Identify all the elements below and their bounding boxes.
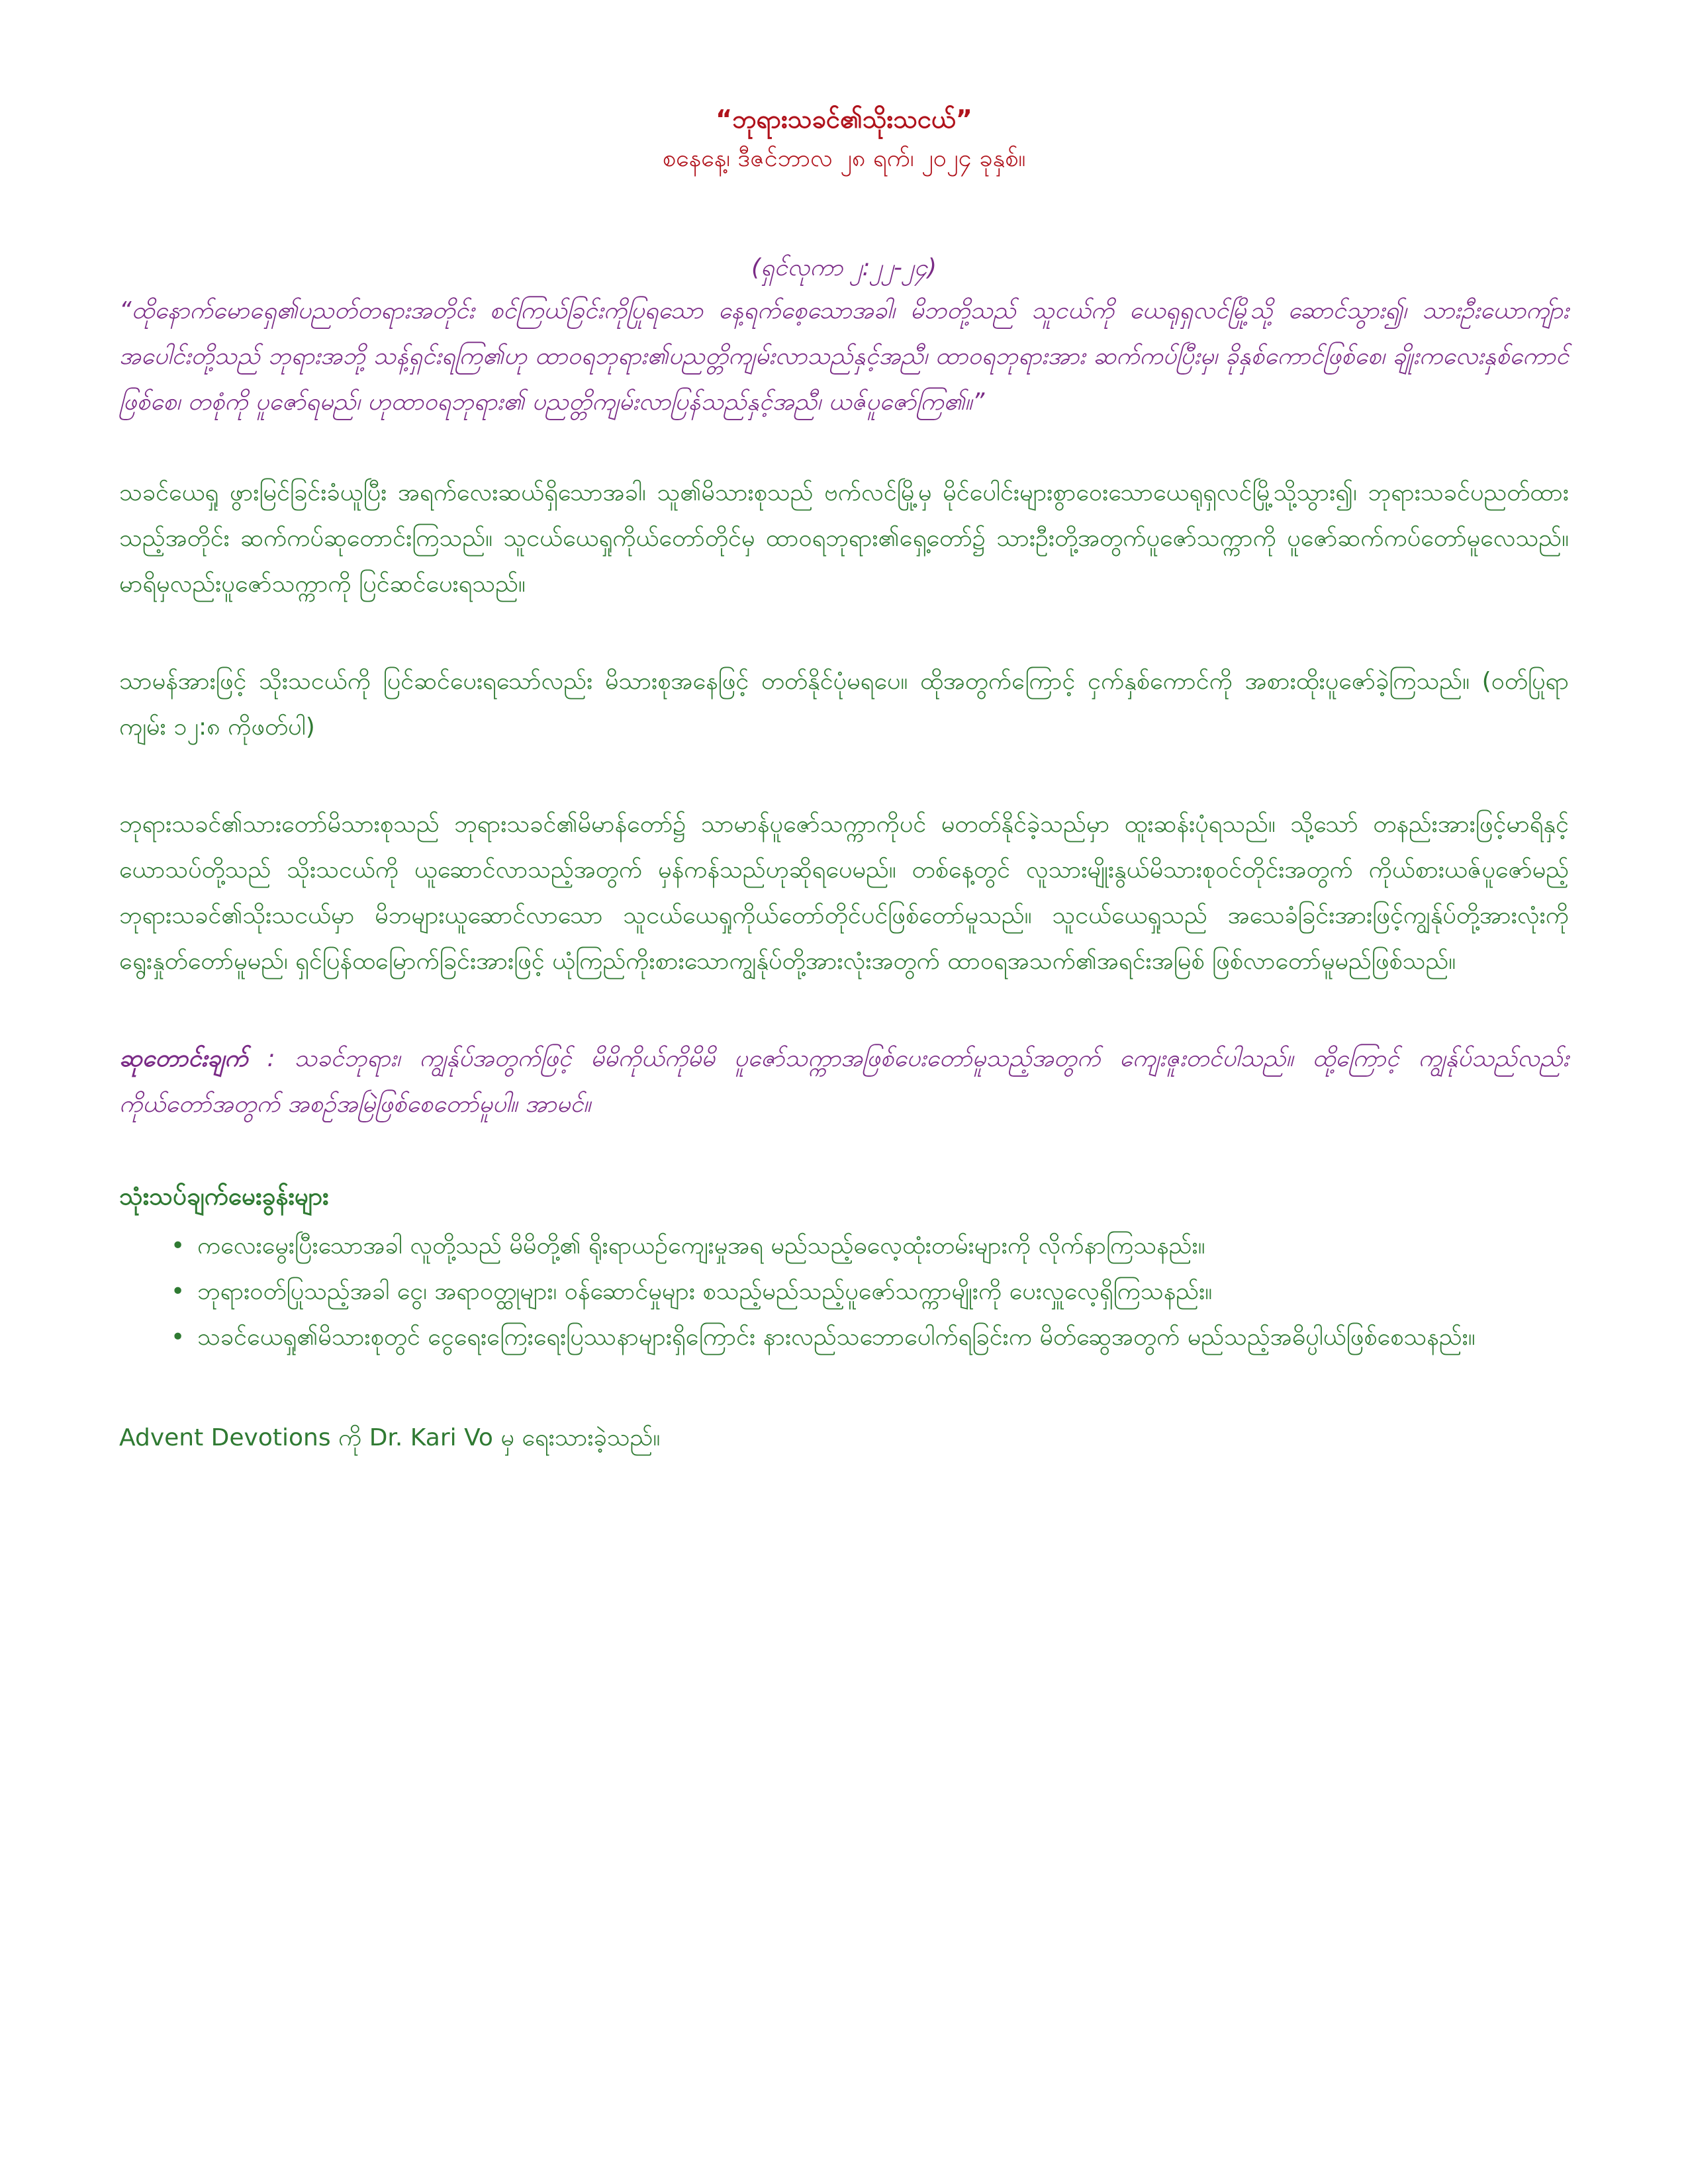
- list-item: [119, 1314, 1569, 1360]
- page-title: “ဘုရားသခင်၏သိုးသငယ်”: [716, 105, 972, 134]
- reflection-questions-list: [119, 1223, 1569, 1360]
- body-paragraph-1: သခင်ယေရှု ဖွားမြင်ခြင်းခံယူပြီး အရက်လေးဆယ်ရှိသောအခါ၊ သူ၏မိသားစုသည် ဗက်လင်မြို့မှ မိုင်ပေါင်းများစွာဝေးသောယေရုရှလင်မြို့သို့သွား၍၊ ဘုရားသခင်ပညတ်ထားသည့်အတိုင်း ဆက်ကပ်ဆုတောင်းကြသည်။ သူငယ်ယေရှုကိုယ်တော်တိုင်မှ ထာဝရဘုရား၏ရှေ့တော်၌ သားဦးတို့အတွက်ပူဇော်သက္ကာကို ပူဇော်ဆက်ကပ်တော်မူလေသည်။ မာရိမှလည်းပူဇော်သက္ကာကို ပြင်ဆင်ပေးရသည်။: [119, 479, 1569, 598]
- body-paragraph-2: သာမန်အားဖြင့် သိုးသငယ်ကို ပြင်ဆင်ပေးရသော်လည်း မိသားစုအနေဖြင့် တတ်နိုင်ပုံမရပေ။ ထိုအတွက်ကြောင့် ငှက်နှစ်ကောင်ကို အစားထိုးပူဇော်ခဲ့ကြသည်။ (ဝတ်ပြုရာကျမ်း ၁၂:၈ ကိုဖတ်ပါ): [119, 668, 1569, 741]
- page-date: စနေနေ့၊ ဒီဇင်ဘာလ ၂၈ ရက်၊ ၂၀၂၄ ခုနှစ်။: [662, 145, 1026, 172]
- author-credit: Advent Devotions ကို Dr. Kari Vo မှ ရေးသားခဲ့သည်။: [119, 1424, 661, 1451]
- body-paragraph-3: ဘုရားသခင်၏သားတော်မိသားစုသည် ဘုရားသခင်၏မိမာန်တော်၌ သာမာန်ပူဇော်သက္ကာကိုပင် မတတ်နိုင်ခဲ့သည်မှာ ထူးဆန်းပုံရသည်။ သို့သော် တနည်းအားဖြင့်မာရိနှင့် ယောသပ်တို့သည် သိုးသငယ်ကို ယူဆောင်လာသည့်အတွက် မှန်ကန်သည်ဟုဆိုရပေမည်။ တစ်နေ့တွင် လူသားမျိုးနွယ်မိသားစုဝင်တိုင်းအတွက် ကိုယ်စားယဇ်ပူဇော်မည့် ဘုရားသခင်၏သိုးသငယ်မှာ မိဘများယူဆောင်လာသော သူငယ်ယေရှုကိုယ်တော်တိုင်ပင်ဖြစ်တော်မူသည်။ သူငယ်ယေရှုသည် အသေခံခြင်းအားဖြင့်ကျွန်ုပ်တို့အားလုံးကို ရွေးနှုတ်တော်မူမည်၊ ရှင်ပြန်ထမြောက်ခြင်းအားဖြင့် ယုံကြည်ကိုးစားသောကျွန်ုပ်တို့အားလုံးအတွက် ထာဝရအသက်၏အရင်းအမြစ် ဖြစ်လာတော်မူမည်ဖြစ်သည်။: [119, 811, 1569, 975]
- bullet-icon: •: [171, 1324, 185, 1351]
- question-text: ကလေးမွေးပြီးသောအခါ လူတို့သည် မိမိတို့၏ ရိုးရာယဉ်ကျေးမှုအရ မည်သည့်ဓလေ့ထုံးတမ်းများကို လိုက်နာကြသနည်း။: [197, 1232, 1205, 1259]
- question-text: ဘုရားဝတ်ပြုသည့်အခါ ငွေ၊ အရာဝတ္ထုများ၊ ဝန်ဆောင်မှုများ စသည့်မည်သည့်ပူဇော်သက္ကာမျိုးကို ပေးလှူလေ့ရှိကြသနည်း။: [197, 1278, 1213, 1305]
- bullet-icon: •: [171, 1232, 185, 1259]
- bullet-icon: •: [171, 1278, 185, 1305]
- prayer-label: ဆုတောင်းချက်: [119, 1045, 248, 1072]
- list-item: [119, 1223, 1569, 1269]
- scripture-reference: (ရှင်လုကာ ၂:၂၂-၂၄): [751, 254, 937, 281]
- prayer-separator: :: [248, 1045, 295, 1072]
- question-text: သခင်ယေရှု၏မိသားစုတွင် ငွေရေးကြေးရေးပြဿနာများရှိကြောင်း နားလည်သဘောပေါက်ရခြင်းက မိတ်ဆွေအတွက် မည်သည့်အဓိပ္ပါယ်ဖြစ်စေသနည်း။: [197, 1324, 1476, 1351]
- scripture-text: “ထိုနောက်မောရှေ၏ပညတ်တရားအတိုင်း စင်ကြယ်ခြင်းကိုပြုရသော နေ့ရက်စေ့သောအခါ၊ မိဘတို့သည် သူငယ်ကို ယေရုရှလင်မြို့သို့ ဆောင်သွား၍၊ သားဦးယောကျ်ားအပေါင်းတို့သည် ဘုရားအဘို့ သန့်ရှင်းရကြ၏ဟု ထာဝရဘုရား၏ပညတ္တိကျမ်းလာသည်နှင့်အညီ၊ ထာဝရဘုရားအား ဆက်ကပ်ပြီးမှ၊ ခိုနှစ်ကောင်ဖြစ်စေ၊ ချိုးကလေးနှစ်ကောင်ဖြစ်စေ၊ တစုံကို ပူဇော်ရမည်၊ ဟုထာဝရဘုရား၏ ပညတ္တိကျမ်းလာပြန်သည်နှင့်အညီ၊ ယဇ်ပူဇော်ကြ၏။”: [119, 297, 1569, 416]
- scripture-block: [119, 248, 1569, 425]
- prayer-block: [119, 1036, 1569, 1127]
- prayer-text: သခင်ဘုရား၊ ကျွန်ုပ်အတွက်ဖြင့် မိမိကိုယ်ကိုမိမိ ပူဇော်သက္ကာအဖြစ်ပေးတော်မူသည့်အတွက် ကျေးဇူးတင်ပါသည်။ ထို့ကြောင့် ကျွန်ုပ်သည်လည်း ကိုယ်တော်အတွက် အစဉ်အမြဲဖြစ်စေတော်မူပါ။ အာမင်။: [119, 1045, 1569, 1118]
- devotion-page: [119, 99, 1569, 1458]
- list-item: [119, 1269, 1569, 1314]
- reflection-heading: သုံးသပ်ချက်မေးခွန်းများ: [119, 1182, 329, 1210]
